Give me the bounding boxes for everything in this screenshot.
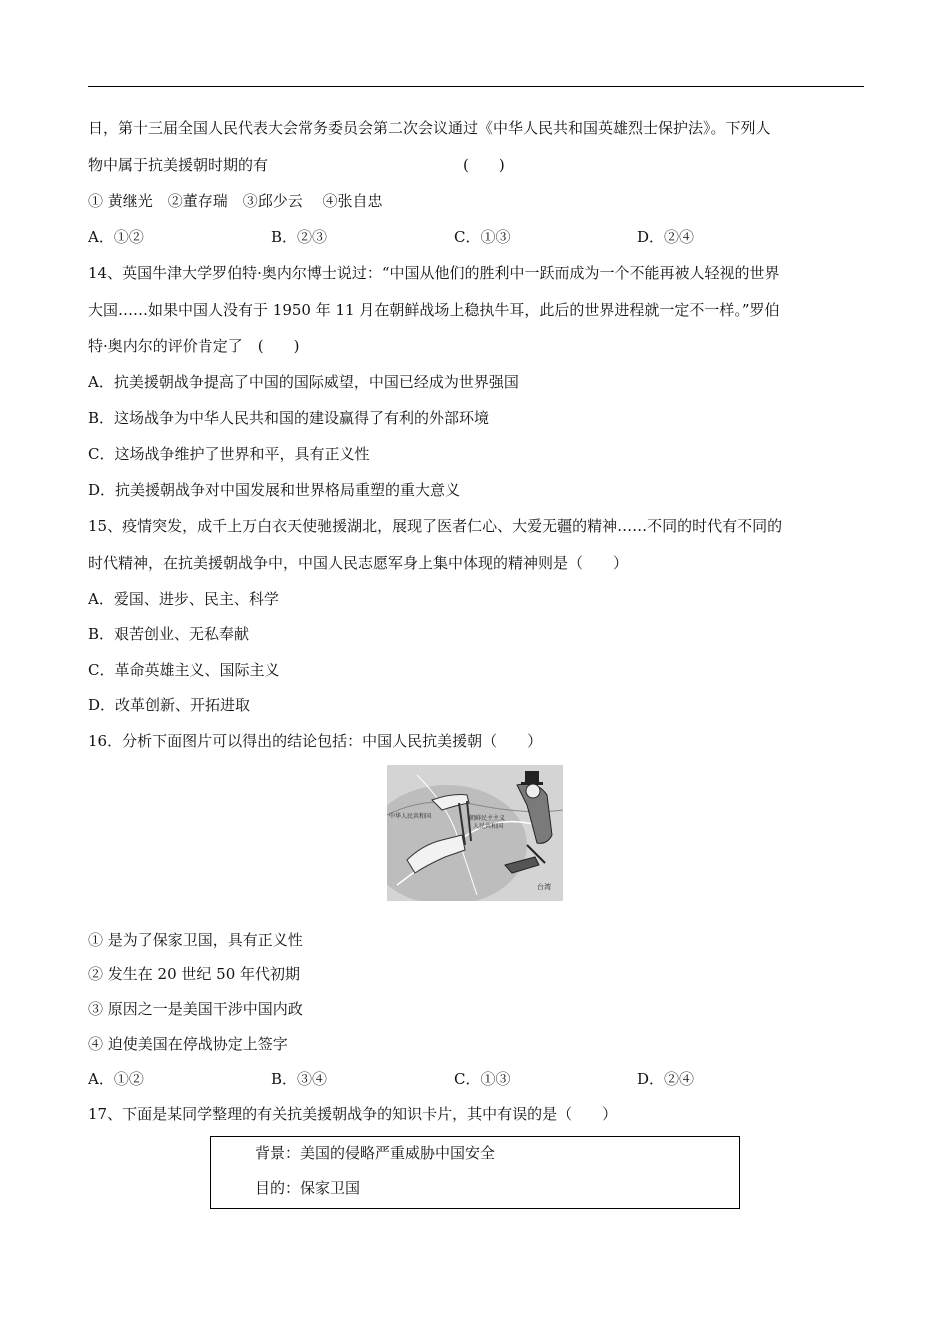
label-korea-line1: 朝鲜民主主义 xyxy=(469,816,506,822)
q14-option-d: D．抗美援朝战争对中国发展和世界格局重塑的重大意义 xyxy=(88,481,461,499)
card-purpose-line: 目的：保家卫国 xyxy=(255,1179,361,1197)
cartoon-figure xyxy=(387,765,563,901)
label-korea-line2: 人民共和国 xyxy=(473,824,504,830)
q13-answer-paren: ( ) xyxy=(463,156,505,174)
q13-stem-line2 xyxy=(88,155,268,175)
cartoon-illustration xyxy=(387,765,563,901)
q13-stem-text: 物中属于抗美援朝时期的有 xyxy=(88,156,269,174)
knowledge-card xyxy=(210,1136,740,1209)
q16-item-4: ④ 迫使美国在停战协定上签字 xyxy=(88,1035,288,1053)
card-background-line: 背景：美国的侵略严重威胁中国安全 xyxy=(255,1144,496,1162)
q13-option-a: A．①② xyxy=(88,228,144,246)
q14-option-b: B．这场战争为中华人民共和国的建设赢得了有利的外部环境 xyxy=(88,409,490,427)
q14-stem-line3: 特·奥内尔的评价肯定了 ( ) xyxy=(88,337,300,355)
q15-stem-line2: 时代精神，在抗美援朝战争中，中国人民志愿军身上集中体现的精神则是（ ） xyxy=(88,554,629,572)
q13-option-d: D．②④ xyxy=(637,228,695,246)
q15-option-a: A．爱国、进步、民主、科学 xyxy=(88,590,279,608)
q14-stem-line2: 大国……如果中国人没有于 1950 年 11 月在朝鲜战场上稳执牛耳，此后的世界进程就一定不一样。”罗伯 xyxy=(88,301,780,319)
q13-option-b: B．②③ xyxy=(271,228,328,246)
q16-option-b: B．③④ xyxy=(271,1070,328,1088)
q16-item-1: ① 是为了保家卫国，具有正义性 xyxy=(88,931,303,949)
q15-stem-line1: 15、疫情突发，成千上万白衣天使驰援湖北，展现了医者仁心、大爱无疆的精神……不同的时代有不同的 xyxy=(88,517,783,535)
q14-option-c: C．这场战争维护了世界和平，具有正义性 xyxy=(88,445,370,463)
q14-option-a: A．抗美援朝战争提高了中国的国际威望，中国已经成为世界强国 xyxy=(88,373,519,391)
q16-stem: 16．分析下面图片可以得出的结论包括：中国人民抗美援朝（ ） xyxy=(88,732,543,750)
q13-option-c: C．①③ xyxy=(454,228,511,246)
q13-items: ① 黄继光 ②董存瑞 ③邱少云 ④张自忠 xyxy=(88,192,383,210)
q17-stem: 17、下面是某同学整理的有关抗美援朝战争的知识卡片，其中有误的是（ ） xyxy=(88,1105,618,1123)
q15-option-d: D．改革创新、开拓进取 xyxy=(88,696,251,714)
header-rule xyxy=(88,86,864,87)
q15-option-c: C．革命英雄主义、国际主义 xyxy=(88,661,280,679)
q13-stem-line1: 日，第十三届全国人民代表大会常务委员会第二次会议通过《中华人民共和国英雄烈士保护法》。下列人 xyxy=(88,119,771,137)
label-taiwan: 台湾 xyxy=(537,884,551,891)
q16-item-3: ③ 原因之一是美国干涉中国内政 xyxy=(88,1000,303,1018)
label-china: 中华人民共和国 xyxy=(389,814,432,820)
q15-option-b: B．艰苦创业、无私奉献 xyxy=(88,625,250,643)
q16-option-a: A．①② xyxy=(88,1070,144,1088)
q16-item-2: ② 发生在 20 世纪 50 年代初期 xyxy=(88,965,301,983)
q14-stem-line1: 14、英国牛津大学罗伯特·奥内尔博士说过：“中国从他们的胜利中一跃而成为一个不能再被人轻视的世界 xyxy=(88,264,780,282)
q16-option-d: D．②④ xyxy=(637,1070,695,1088)
q16-option-c: C．①③ xyxy=(454,1070,511,1088)
